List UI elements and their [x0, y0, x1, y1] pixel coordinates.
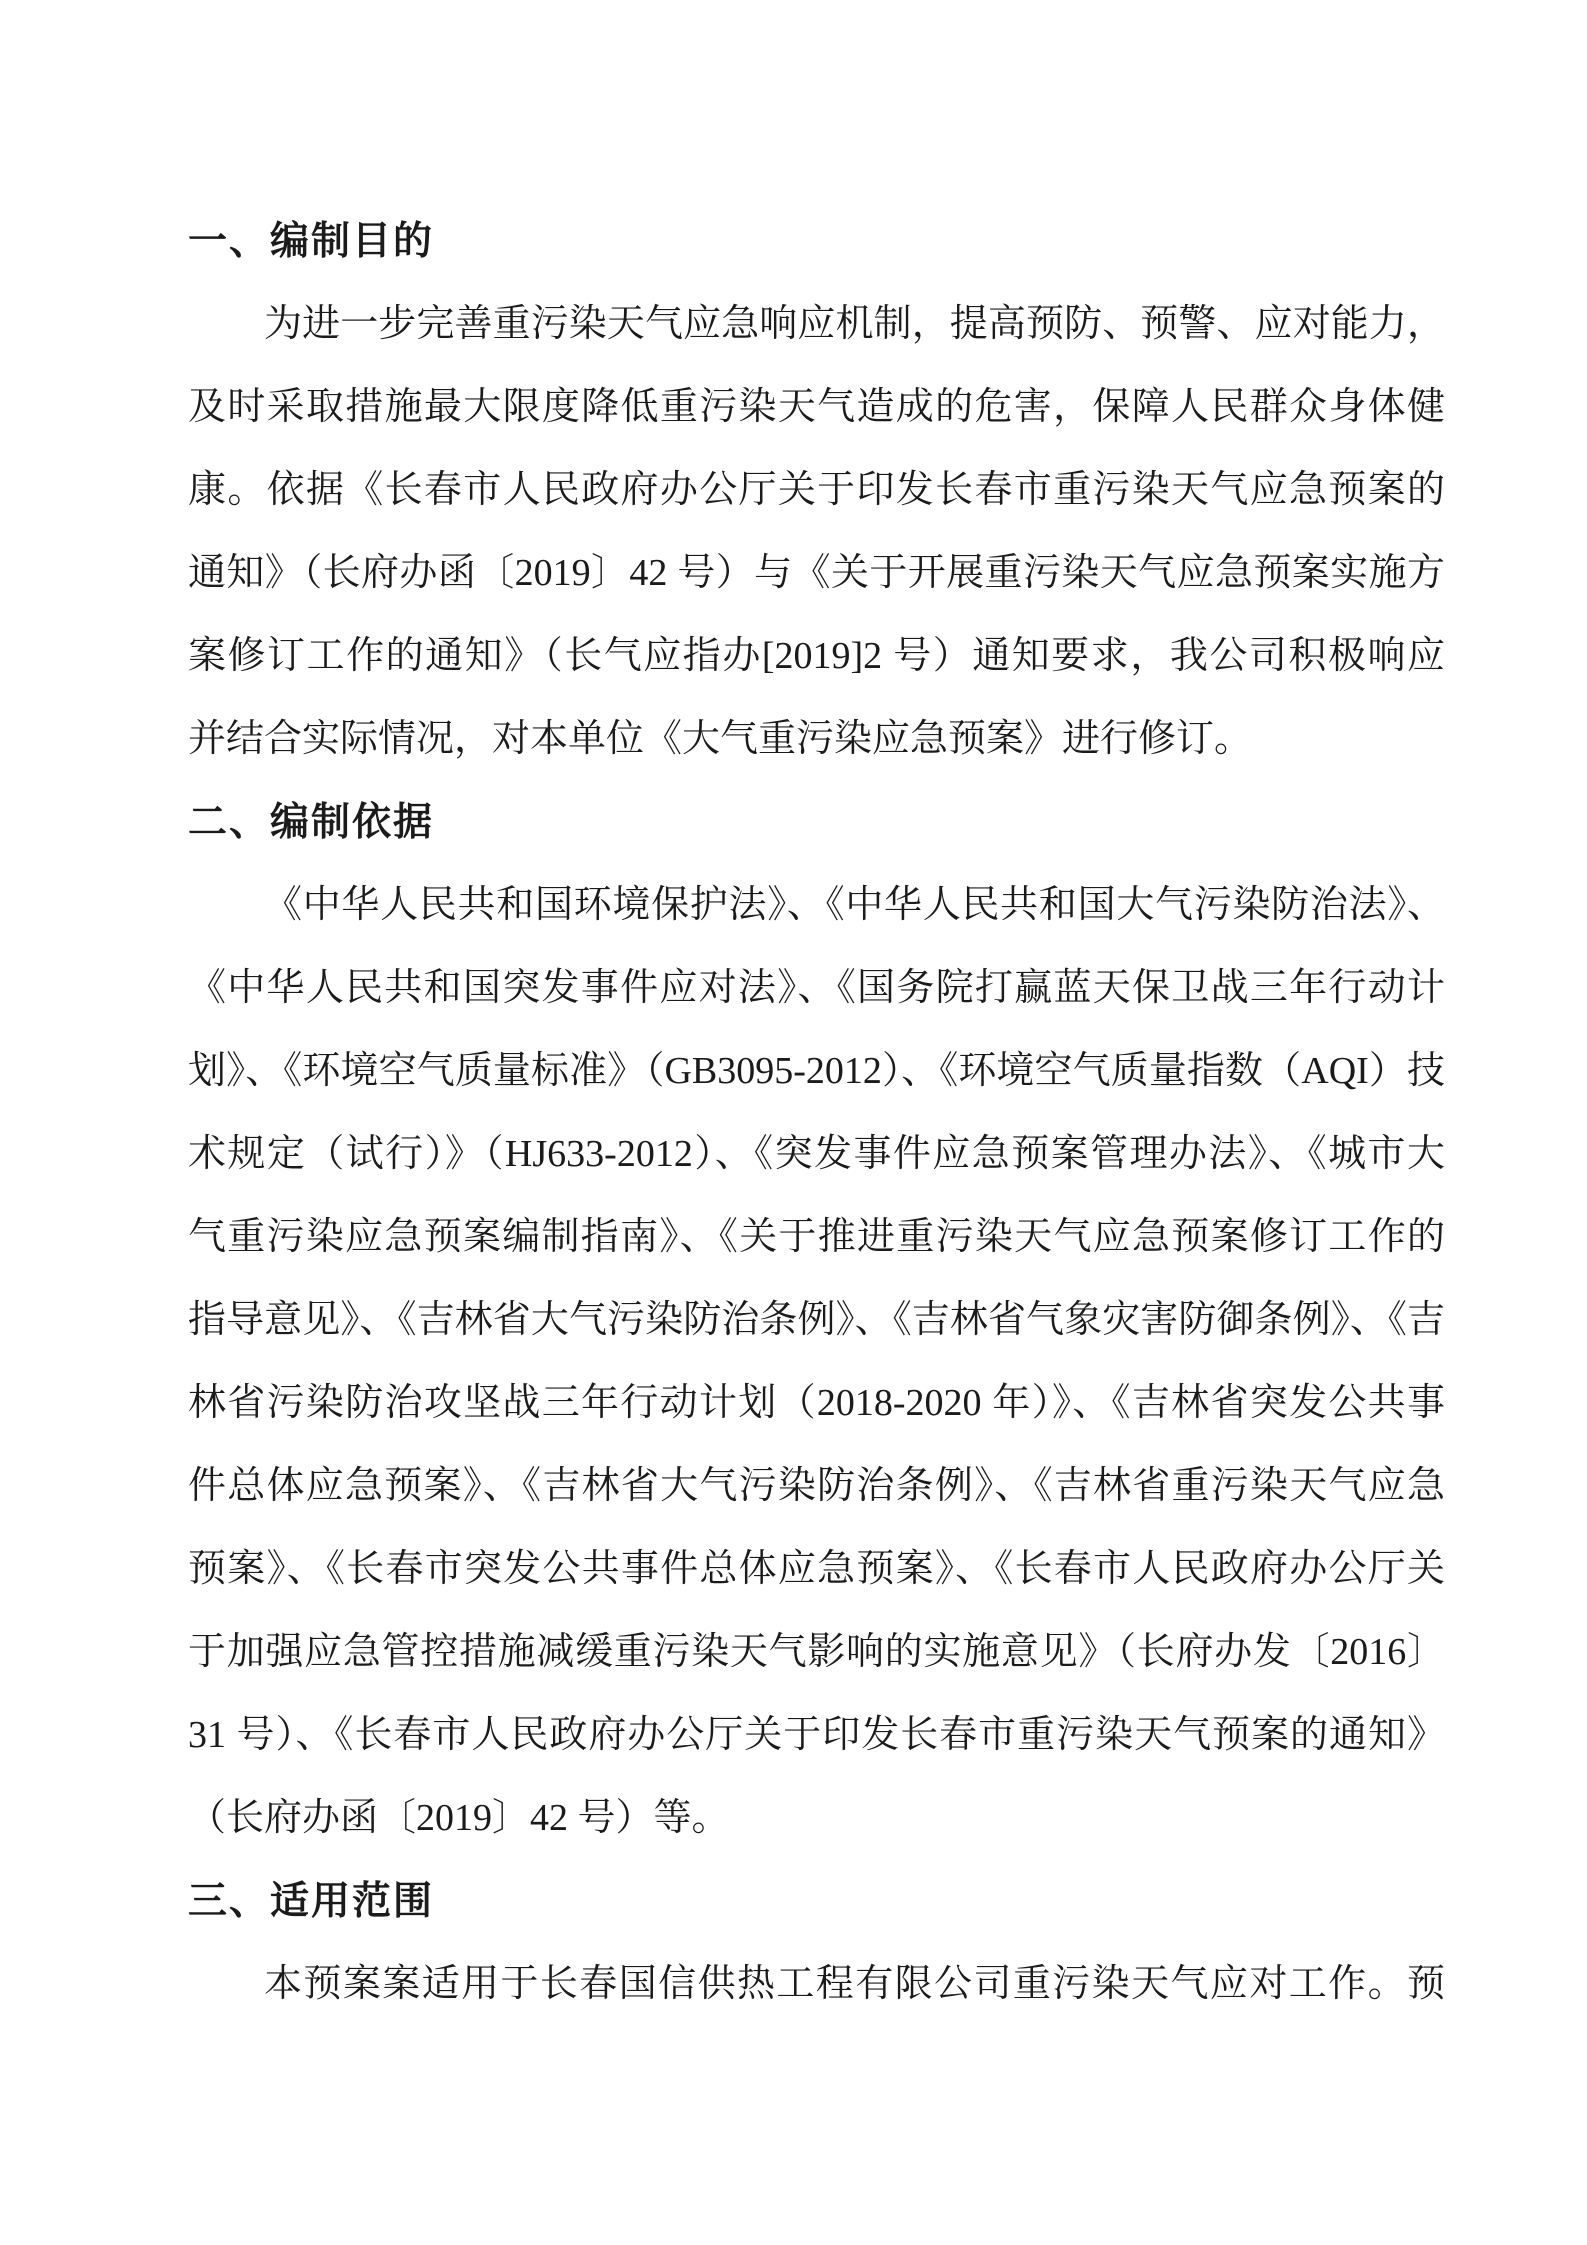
- heading-compilation-basis: 二、编制依据: [188, 801, 435, 844]
- paragraph-line: 及时采取措施最大限度降低重污染天气造成的危害，保障人民群众身体健: [188, 386, 1445, 428]
- paragraph-line: 预案》、《长春市突发公共事件总体应急预案》、《长春市人民政府办公厅关: [188, 1548, 1445, 1590]
- paragraph-line: 《中华人民共和国环境保护法》、《中华人民共和国大气污染防治法》、: [264, 884, 1445, 926]
- paragraph-line: 康。依据《长春市人民政府办公厅关于印发长春市重污染天气应急预案的: [188, 469, 1445, 511]
- paragraph-line: 术规定（试行）》（HJ633-2012）、《突发事件应急预案管理办法》、《城市大: [188, 1133, 1445, 1175]
- paragraph-line: 通知》（长府办函〔2019〕42 号）与《关于开展重污染天气应急预案实施方: [188, 552, 1445, 594]
- paragraph-line: 31 号）、《长春市人民政府办公厅关于印发长春市重污染天气预案的通知》: [188, 1714, 1445, 1756]
- paragraph-line: 气重污染应急预案编制指南》、《关于推进重污染天气应急预案修订工作的: [188, 1216, 1445, 1258]
- paragraph-line: 《中华人民共和国突发事件应对法》、《国务院打赢蓝天保卫战三年行动计: [188, 967, 1445, 1009]
- paragraph-line: 并结合实际情况，对本单位《大气重污染应急预案》进行修订。: [188, 718, 1253, 760]
- heading-compilation-purpose: 一、编制目的: [188, 220, 435, 263]
- paragraph-line: 林省污染防治攻坚战三年行动计划（2018-2020 年）》、《吉林省突发公共事: [188, 1382, 1445, 1424]
- paragraph-line: 于加强应急管控措施减缓重污染天气影响的实施意见》（长府办发〔2016〕: [188, 1631, 1445, 1673]
- document-content: [188, 200, 1445, 2026]
- paragraph-line: 指导意见》、《吉林省大气污染防治条例》、《吉林省气象灾害防御条例》、《吉: [188, 1299, 1445, 1341]
- paragraph-line: 案修订工作的通知》（长气应指办[2019]2 号）通知要求，我公司积极响应: [188, 635, 1445, 677]
- paragraph-line: 件总体应急预案》、《吉林省大气污染防治条例》、《吉林省重污染天气应急: [188, 1465, 1445, 1507]
- paragraph-line: 划》、《环境空气质量标准》（GB3095-2012）、《环境空气质量指数（AQI）技: [188, 1050, 1445, 1092]
- heading-scope-of-application: 三、适用范围: [188, 1880, 435, 1923]
- paragraph-line: 为进一步完善重污染天气应急响应机制，提高预防、预警、应对能力，: [264, 303, 1445, 345]
- paragraph-line: 本预案案适用于长春国信供热工程有限公司重污染天气应对工作。预: [264, 1963, 1445, 2005]
- paragraph-line: （长府办函〔2019〕42 号）等。: [188, 1797, 730, 1839]
